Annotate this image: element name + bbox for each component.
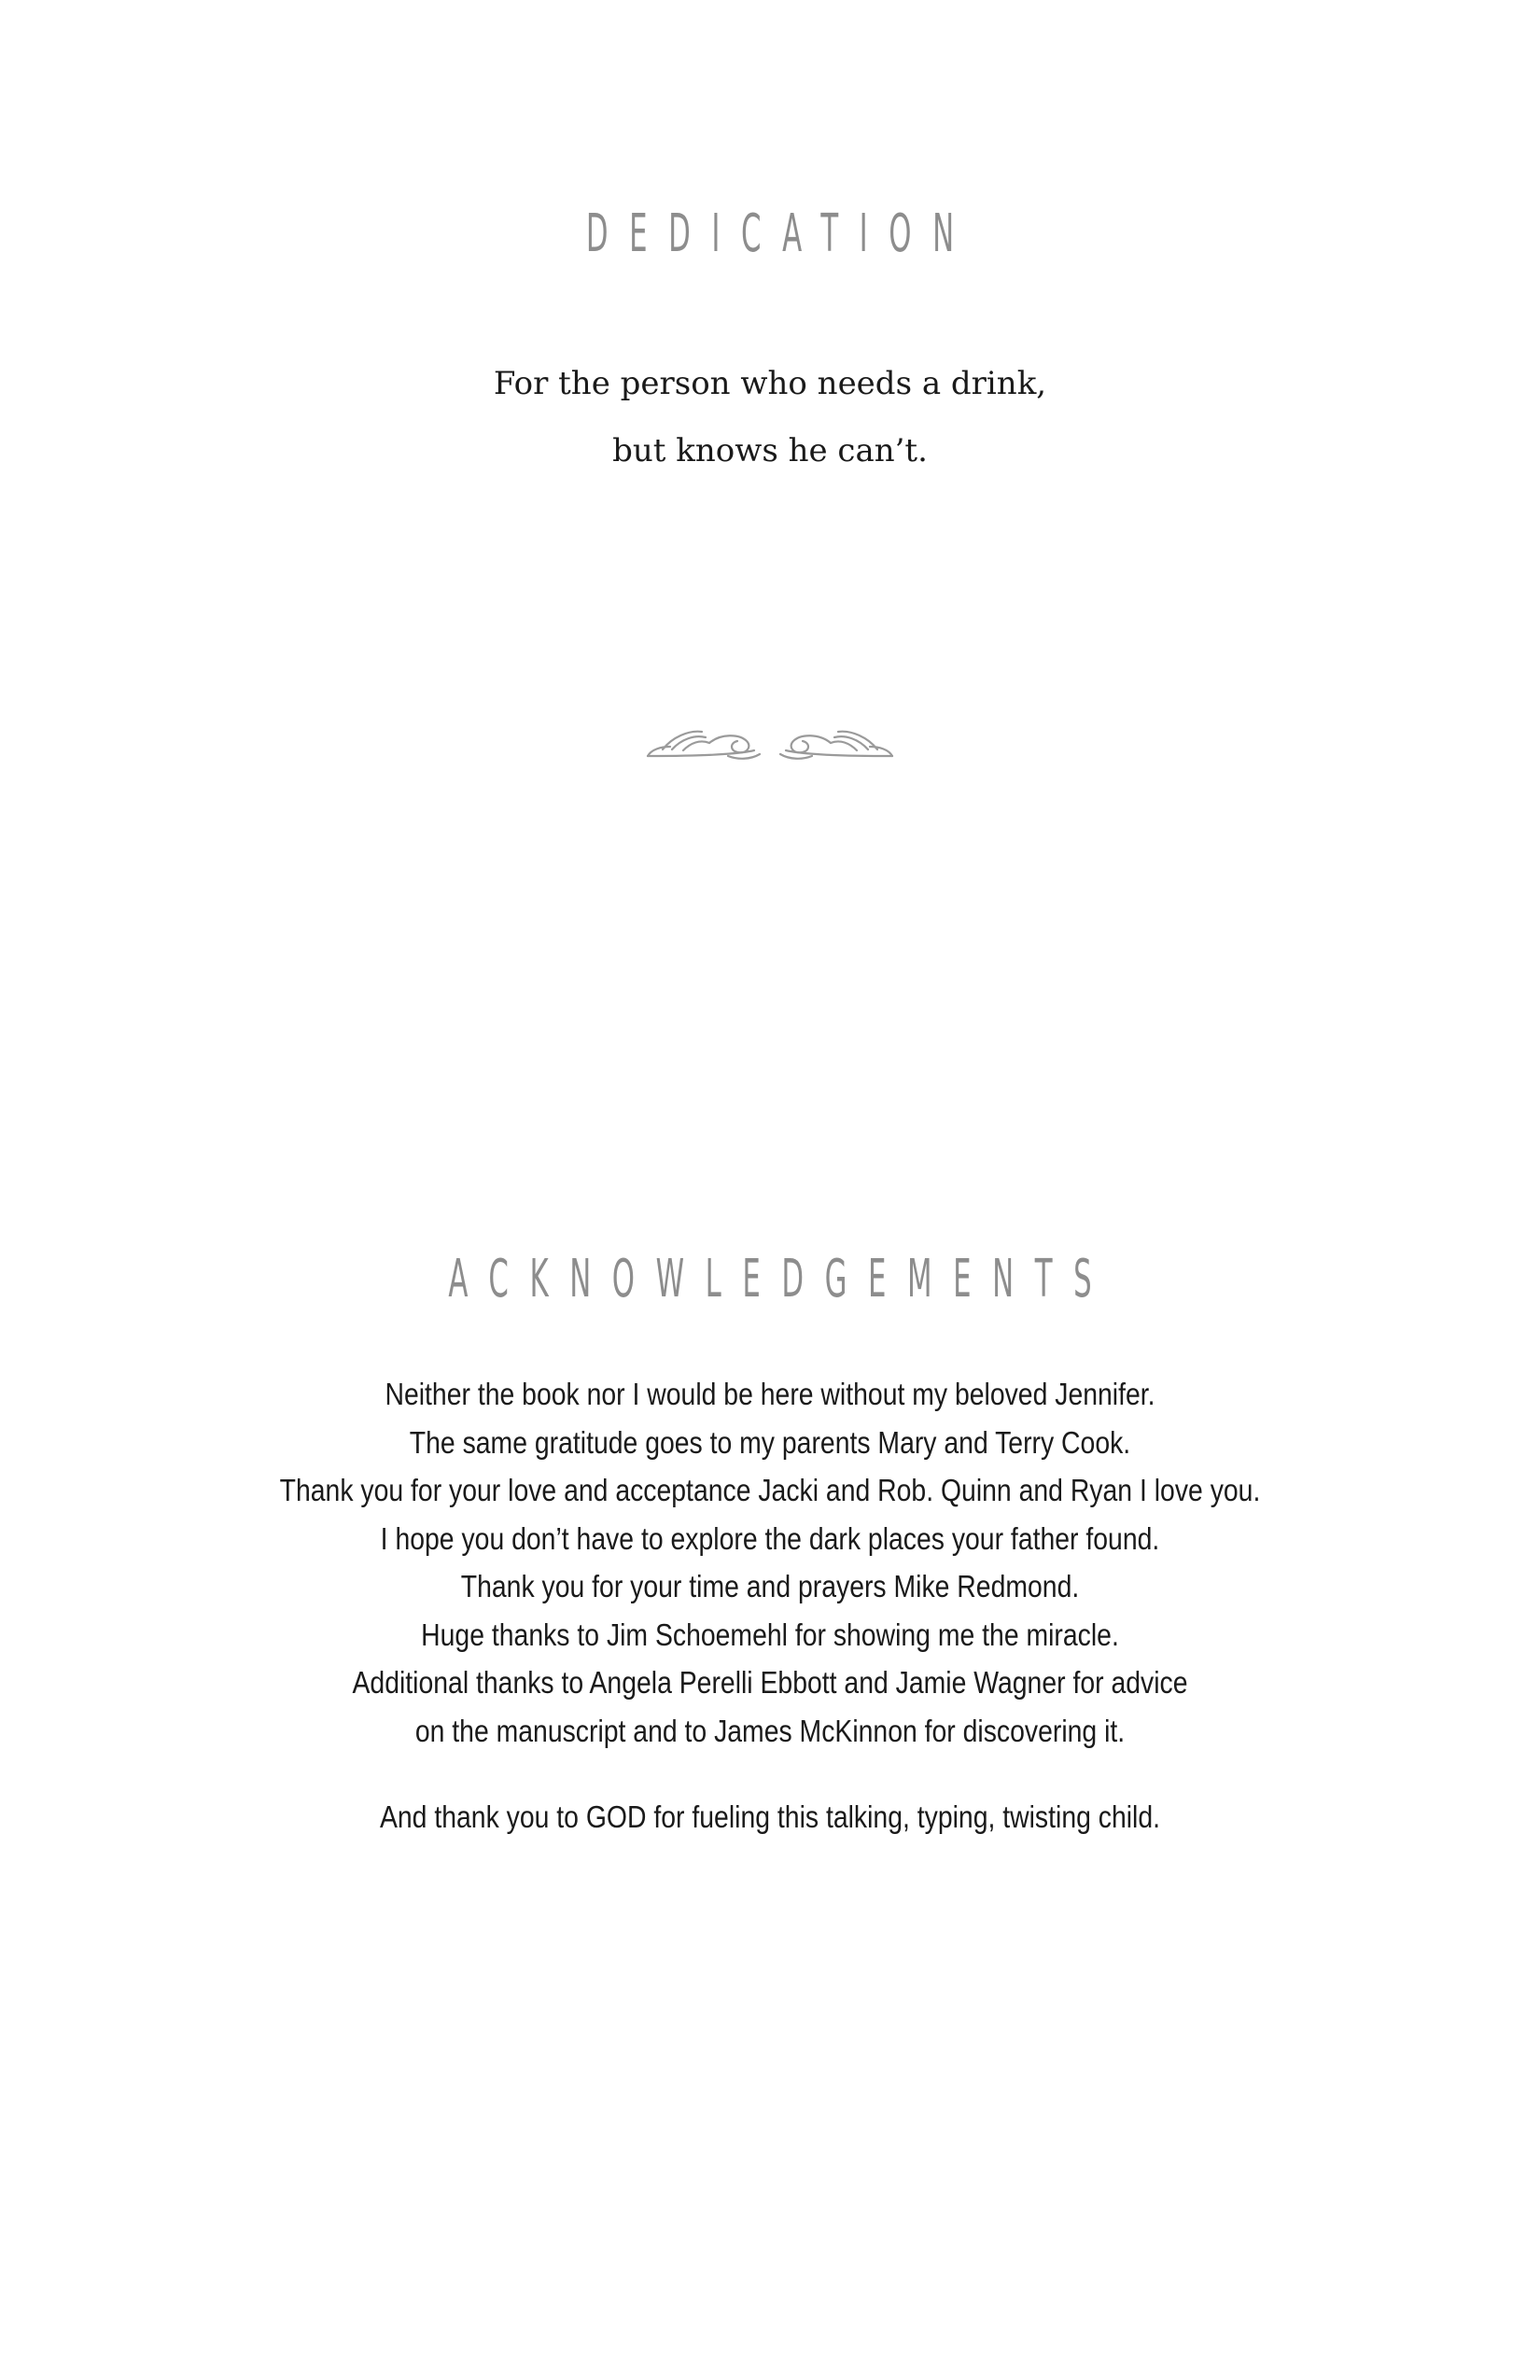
dedication-heading: DEDICATION: [585, 203, 975, 264]
acknowledgement-line: I hope you don’t have to explore the dark places your father found.: [380, 1520, 1160, 1556]
acknowledgement-line: on the manuscript and to James McKinnon for discovering it.: [414, 1713, 1126, 1748]
acknowledgements-closing: And thank you to GOD for fueling this talking, typing, twisting child.: [379, 1799, 1161, 1834]
acknowledgement-line: The same gratitude goes to my parents Mary and Terry Cook.: [409, 1424, 1131, 1460]
acknowledgements-body: [0, 1370, 1540, 1755]
dedication-line-2: but knows he can’t.: [612, 432, 928, 469]
acknowledgement-line: Additional thanks to Angela Perelli Ebbott and Jamie Wagner for advice: [352, 1665, 1188, 1700]
acknowledgement-line: Neither the book nor I would be here without my beloved Jennifer.: [385, 1377, 1155, 1411]
dedication-line-1: For the person who needs a drink,: [493, 365, 1047, 402]
acknowledgement-line: Thank you for your time and prayers Mike Redmond.: [460, 1569, 1080, 1603]
acknowledgements-heading: ACKNOWLEDGEMENTS: [448, 1249, 1113, 1309]
dedication-body: [0, 350, 1540, 484]
acknowledgement-line: Thank you for your love and acceptance Jacki and Rob. Quinn and Ryan I love you.: [279, 1473, 1261, 1507]
flourish-ornament-icon: [0, 719, 1540, 770]
acknowledgement-line: Huge thanks to Jim Schoemehl for showing me the miracle.: [421, 1617, 1119, 1652]
